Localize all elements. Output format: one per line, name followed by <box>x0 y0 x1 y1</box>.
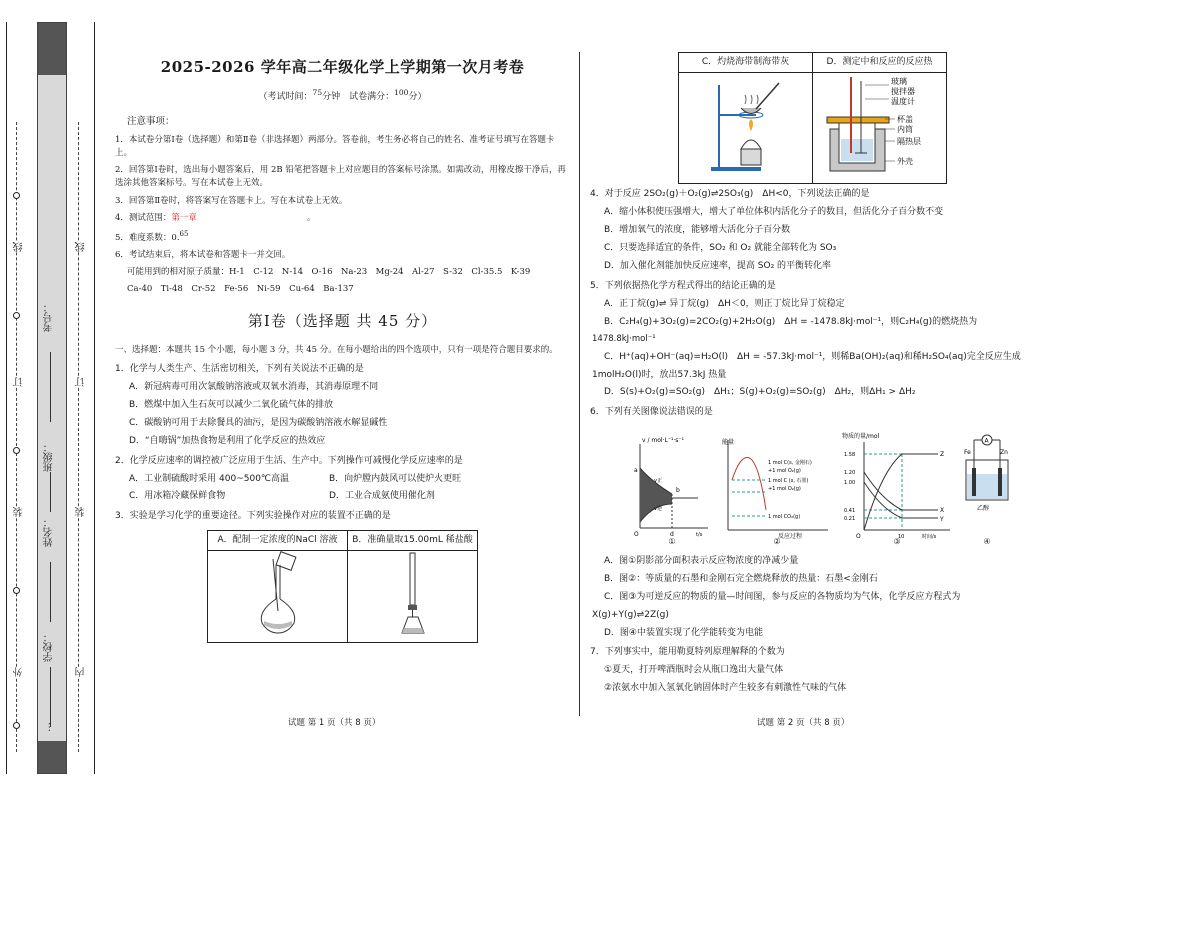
figure-4 <box>962 430 1012 548</box>
q5-option-c-cont: 1molH₂O(l)时，放出57.3kJ 热量 <box>592 369 727 380</box>
exam-score: 100 <box>394 88 409 98</box>
page-1 <box>115 50 570 643</box>
q3-apparatus-table <box>207 530 478 643</box>
inner-mark-ding: 订 <box>76 377 87 387</box>
inner-mark-zhuang: 装 <box>76 507 87 517</box>
exam-number-label: 考号： <box>44 302 55 332</box>
outer-mark-ding: 订 <box>14 377 25 387</box>
note-1: 1．本试卷分第Ⅰ卷（选择题）和第Ⅱ卷（非选择题）两部分。答卷前，考生务必将自己的姓名、准考证号填写在答题卡上。 <box>115 134 555 159</box>
amount-time-graph <box>842 430 952 540</box>
binding-dots: … <box>42 722 53 732</box>
exam-title: 2025-2026 学年高二年级化学上学期第一次月考卷 <box>160 58 525 76</box>
calorimeter-label-glass: 玻璃 <box>890 77 907 86</box>
binding-hole <box>13 447 20 454</box>
school-label: 学校： <box>44 632 55 662</box>
q3-cell-a-figure <box>208 551 348 643</box>
class-line[interactable] <box>50 472 51 512</box>
fig3-origin: O <box>856 533 861 541</box>
fig4-zn: Zn <box>1000 449 1008 457</box>
question-2: 2．化学反应速率的调控被广泛应用于生活、生产中。下列操作可减慢化学反应速率的是 <box>115 455 463 466</box>
note-3: 3．回答第Ⅱ卷时，将答案写在答题卡上。写在本试卷上无效。 <box>115 195 348 206</box>
subtitle-mid: 分钟 试卷满分： <box>322 92 395 103</box>
fig3-series-y: Y <box>940 516 944 524</box>
page-1-footer: 试题 第 1 页（共 8 页） <box>288 718 381 728</box>
fig3-xtick: 10 <box>898 534 905 541</box>
q3-cell-d-figure <box>813 73 947 184</box>
note-4-label: 4．测试范围： <box>115 212 172 223</box>
fig3-number: ③ <box>893 537 901 547</box>
fig1-b: b <box>676 487 680 495</box>
fig2-line-4: +1 mol O₂(g) <box>768 486 801 493</box>
q2-options-row2 <box>115 486 570 504</box>
q2-option-d: D．工业合成氨使用催化剂 <box>329 491 435 502</box>
q1-option-d: D．“自嗨锅”加热食物是利用了化学反应的热效应 <box>129 435 326 446</box>
page-divider <box>579 52 580 716</box>
q6-option-c-eq: X(g)+Y(g)⇌2Z(g) <box>592 609 669 620</box>
q3-cell-b-figure <box>348 551 478 643</box>
section-intro: 一、选择题：本题共 15 个小题，每小题 3 分，共 45 分。在每小题给出的四个选项中，只有一项是符合题目要求的。 <box>115 344 558 355</box>
figure-3 <box>842 430 952 548</box>
q1-option-c: C．碳酸钠可用于去除餐具的油污，是因为碳酸钠溶液水解显碱性 <box>129 417 388 428</box>
binding-hole <box>13 192 20 199</box>
fig2-line-1: 1 mol C(s, 金刚石) <box>768 460 812 467</box>
fig1-origin: O <box>634 531 639 539</box>
difficulty-value: 65 <box>179 228 189 238</box>
fig2-line-3: 1 mol C (s, 石墨) <box>768 478 809 485</box>
volumetric-flask-icon <box>248 551 308 636</box>
binding-hole <box>13 722 20 729</box>
question-1: 1．化学与人类生产、生活密切相关，下列有关说法不正确的是 <box>115 363 364 374</box>
binding-inner-border <box>94 22 95 774</box>
fig2-line-2: +1 mol O₂(g) <box>768 468 801 475</box>
note-4 <box>115 212 570 225</box>
binding-outer-border <box>6 22 7 774</box>
q6-option-d: D．图④中装置实现了化学能转变为电能 <box>604 627 763 638</box>
q5-option-b: B．C₂H₄(g)+3O₂(g)=2CO₂(g)+2H₂O(g) ΔH = -1478.8kJ·mol⁻¹，则C₂H₄(g)的燃烧热为 <box>604 316 978 327</box>
fig3-ytick-158: 1.58 <box>844 452 856 459</box>
question-7: 7．下列事实中，能用勒夏特列原理解释的个数为 <box>590 647 785 658</box>
question-4: 4．对于反应 2SO₂(g)＋O₂(g)⇌2SO₃(g) ΔH<0，下列说法正确的是 <box>590 188 870 199</box>
name-label: 姓名： <box>44 517 55 547</box>
subtitle-post: 分） <box>408 92 427 103</box>
school-line[interactable] <box>50 667 51 727</box>
galvanic-cell-icon <box>962 430 1012 540</box>
fig2-number: ② <box>773 537 781 547</box>
fig1-xlabel: t/s <box>696 532 703 539</box>
fig3-ytick-100: 1.00 <box>844 480 856 487</box>
notes-heading: 注意事项： <box>127 116 175 128</box>
energy-diagram <box>722 430 832 540</box>
inner-mark-nei: 内 <box>76 667 87 677</box>
q3-apparatus-table-cont <box>678 52 947 184</box>
fig1-vz: v正 <box>654 478 662 485</box>
q1-option-a: A．新冠病毒可用次氯酸钠溶液或双氧水消毒，其消毒原理不同 <box>129 381 379 392</box>
fig3-ytick-041: 0.41 <box>844 508 856 515</box>
question-6: 6．下列有关图像说法错误的是 <box>590 407 713 418</box>
q3-cell-d-label: D．测定中和反应的反应热 <box>813 53 947 73</box>
q3-cell-c-figure <box>679 73 813 184</box>
name-line[interactable] <box>50 562 51 622</box>
fig4-fe: Fe <box>964 449 971 457</box>
note-6: 6．考试结束后，将本试卷和答题卡一并交回。 <box>115 249 291 260</box>
binding-strip <box>6 22 94 774</box>
binding-hole <box>13 587 20 594</box>
fig2-xlabel: 反应过程 <box>778 533 803 541</box>
fig1-number: ① <box>668 537 676 547</box>
test-range: 第一章 <box>171 212 197 223</box>
binding-gray-top <box>38 23 66 75</box>
burette-icon <box>388 551 438 636</box>
figure-2 <box>722 430 832 548</box>
q5-option-d: D．S(s)+O₂(g)=SO₂(g) ΔH₁；S(g)+O₂(g)=SO₂(g) ΔH₂，则ΔH₁ > ΔH₂ <box>604 387 916 398</box>
figure-1 <box>632 430 712 548</box>
fig3-ytick-021: 0.21 <box>844 516 856 523</box>
exam-subtitle <box>115 87 570 105</box>
calorimeter-label-inner: 内筒 <box>896 125 913 134</box>
q5-option-b-cont: 1478.8kJ·mol⁻¹ <box>592 334 656 345</box>
q4-option-d: D．加入催化剂能加快反应速率，提高 SO₂ 的平衡转化率 <box>604 260 832 271</box>
calorimeter-label-lid: 杯盖 <box>896 115 913 124</box>
q4-option-c: C．只要选择适宜的条件，SO₂ 和 O₂ 就能全部转化为 SO₃ <box>604 242 837 253</box>
section-title: 第Ⅰ卷（选择题 共 45 分） <box>247 312 438 331</box>
subtitle-pre: （考试时间： <box>258 92 313 103</box>
crucible-burner-icon <box>701 75 791 175</box>
rate-time-graph <box>632 430 712 540</box>
q2-option-a: A．工业制硫酸时采用 400~500℃高温 <box>129 473 290 484</box>
atomic-masses-2: Ca-40 Ti-48 Cr-52 Fe-56 Ni-59 Cu-64 Ba-137 <box>127 284 354 295</box>
q2-options-row1 <box>115 469 570 487</box>
q3-cell-a-label: A．配制一定浓度的NaCl 溶液 <box>208 531 348 551</box>
outer-mark-xian: 线 <box>14 242 25 252</box>
q2-option-b: B．向炉膛内鼓风可以使炉火更旺 <box>329 473 462 484</box>
fig3-xlabel: 时间/s <box>922 534 937 541</box>
q5-option-a: A．正丁烷(g)⇌ 异丁烷(g) ΔH＜0，则正丁烷比异丁烷稳定 <box>604 298 845 309</box>
q6-option-a: A．图①阴影部分面积表示反应物浓度的净减少量 <box>604 555 799 566</box>
fig3-series-z: Z <box>940 451 945 459</box>
exam-time: 75 <box>312 88 323 98</box>
q3-cell-c-label: C．灼烧海带制海带灰 <box>679 53 813 73</box>
fig1-vn: v逆 <box>654 506 662 513</box>
fig1-d: d <box>670 531 674 539</box>
atomic-masses-1: 可能用到的相对原子质量：H-1 C-12 N-14 O-16 Na-23 Mg-24 Al-27 S-32 Cl-35.5 K-39 <box>127 267 531 278</box>
fig4-ammeter: A <box>984 437 989 445</box>
outer-dashed-line <box>16 122 17 752</box>
calorimeter-label-thermometer: 温度计 <box>890 97 915 106</box>
class-label: 班级： <box>44 442 55 472</box>
q6-option-c: C．图③为可逆反应的物质的量—时间图，参与反应的各物质均为气体，化学反应方程式为 <box>604 591 961 602</box>
q2-option-c: C．用冰箱冷藏保鲜食物 <box>129 491 226 502</box>
fig3-ytick-120: 1.20 <box>844 470 856 477</box>
outer-mark-zhuang: 装 <box>14 507 25 517</box>
q5-option-c: C．H⁺(aq)+OH⁻(aq)=H₂O(l) ΔH = -57.3kJ·mol⁻¹，则稀Ba(OH)₂(aq)和稀H₂SO₄(aq)完全反应生成 <box>604 351 1021 362</box>
q3-cell-b-label: B．准确量取15.00mL 稀盐酸 <box>348 531 478 551</box>
inner-dashed-line <box>78 122 79 752</box>
q7-item-2: ②浓氨水中加入氢氧化钠固体时产生较多有刺激性气味的气体 <box>604 683 847 694</box>
fig3-series-x: X <box>940 507 945 515</box>
outer-mark-wai: 外 <box>14 667 25 677</box>
q1-option-b: B．燃煤中加入生石灰可以减少二氧化硫气体的排放 <box>129 399 334 410</box>
fig3-ylabel: 物质的量/mol <box>842 433 880 441</box>
fig4-number: ④ <box>983 537 991 547</box>
q7-item-1: ①夏天，打开啤酒瓶时会从瓶口逸出大量气体 <box>604 665 784 676</box>
calorimeter-label-stirrer: 搅拌器 <box>890 87 915 96</box>
fig2-line-5: 1 mol CO₂(g) <box>768 514 801 521</box>
inner-mark-xian: 线 <box>76 242 87 252</box>
q6-figures <box>632 430 1045 548</box>
binding-hole <box>13 312 20 319</box>
note-4-end: 。 <box>306 212 316 223</box>
binding-gray-bottom <box>38 741 66 773</box>
q4-option-a: A．缩小体积使压强增大，增大了单位体积内活化分子的数目，但活化分子百分数不变 <box>604 206 944 217</box>
fig2-ylabel: 能量 <box>722 439 735 447</box>
calorimeter-icon <box>815 73 945 177</box>
fig1-a: a <box>634 467 638 475</box>
q6-option-b: B．图②：等质量的石墨和金刚石完全燃烧释放的热量：石墨<金刚石 <box>604 573 878 584</box>
note-2: 2．回答第Ⅰ卷时，选出每小题答案后，用 2B 铅笔把答题卡上对应题目的答案标号涂黑。如需改动，用橡皮擦干净后，再选涂其他答案标号。写在本试卷上无效。 <box>115 165 566 189</box>
calorimeter-label-insulation: 隔热层 <box>896 137 921 146</box>
question-5: 5．下列依据热化学方程式得出的结论正确的是 <box>590 280 776 291</box>
fig4-label: 乙醇 <box>977 505 990 513</box>
note-5 <box>115 229 570 245</box>
q4-option-b: B．增加氧气的浓度，能够增大活化分子百分数 <box>604 224 791 235</box>
fig1-ylabel: v / mol·L⁻¹·s⁻¹ <box>642 437 684 445</box>
note-5-label: 5．难度系数：0. <box>115 232 180 243</box>
exam-number-line[interactable] <box>50 352 51 422</box>
page-2-footer: 试题 第 2 页（共 8 页） <box>757 718 850 728</box>
page-2 <box>590 52 1045 696</box>
question-3: 3．实验是学习化学的重要途径。下列实验操作对应的装置不正确的是 <box>115 511 391 522</box>
calorimeter-label-shell: 外壳 <box>896 157 913 166</box>
